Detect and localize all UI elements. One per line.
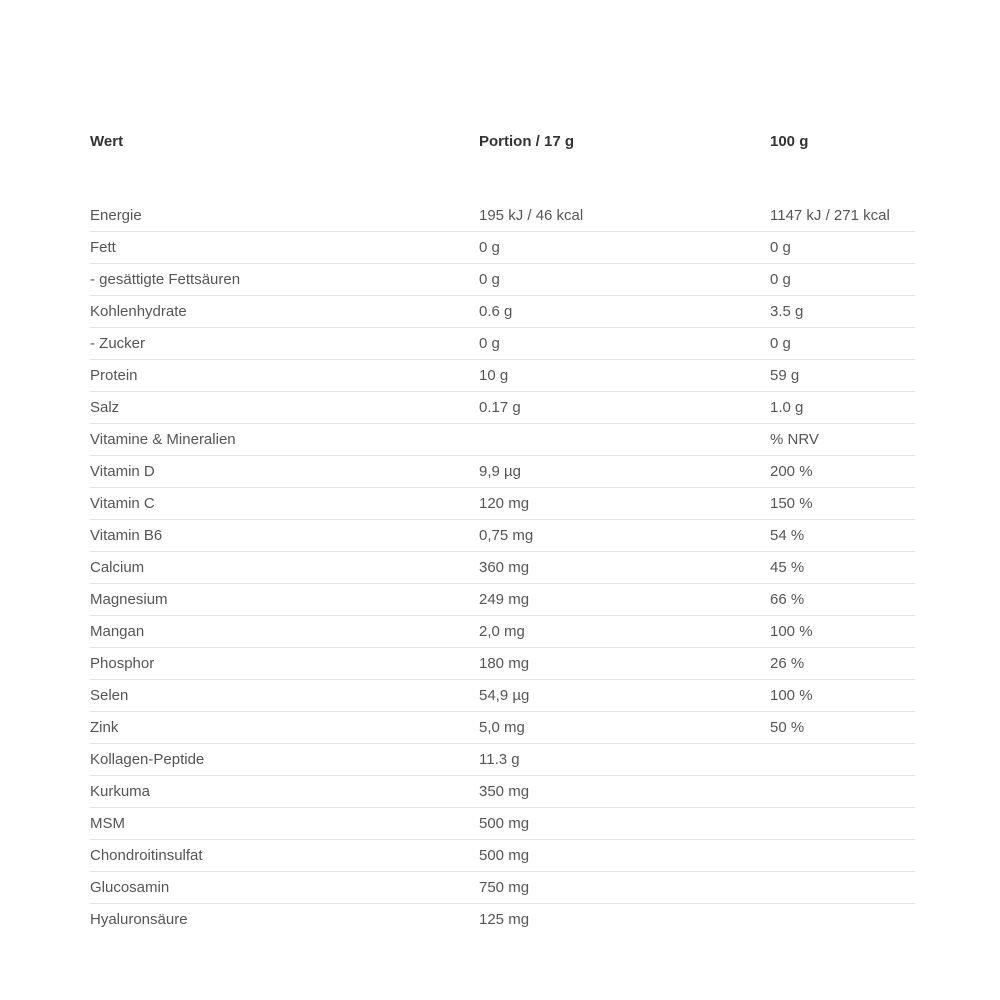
header-portion: Portion / 17 g	[479, 132, 575, 150]
nutrient-name: Magnesium	[90, 591, 168, 608]
nutrient-name: Protein	[90, 367, 138, 384]
table-row	[90, 456, 915, 488]
portion-value: 54,9 µg	[479, 687, 530, 704]
portion-value: 0.17 g	[479, 399, 521, 416]
portion-value: 0,75 mg	[479, 527, 534, 544]
table-row	[90, 584, 915, 616]
table-row	[90, 904, 915, 935]
table-row	[90, 488, 915, 520]
portion-value: 0 g	[479, 335, 500, 352]
per100-value: 59 g	[770, 367, 800, 384]
portion-value: 249 mg	[479, 591, 530, 608]
nutrient-name: Hyaluronsäure	[90, 911, 188, 928]
portion-value: 10 g	[479, 367, 509, 384]
portion-value: 500 mg	[479, 815, 530, 832]
table-row	[90, 872, 915, 904]
per100-value: 1147 kJ / 271 kcal	[770, 207, 890, 224]
per100-value: 100 %	[770, 623, 813, 640]
nutrient-name: Kurkuma	[90, 783, 151, 800]
table-row	[90, 296, 915, 328]
table-row	[90, 712, 915, 744]
per100-value: 54 %	[770, 527, 805, 544]
per100-value: 100 %	[770, 687, 813, 704]
nutrient-name: Phosphor	[90, 655, 155, 672]
per100-value: 50 %	[770, 719, 805, 736]
nutrient-name: Kollagen-Peptide	[90, 751, 205, 768]
table-header-row	[90, 125, 915, 157]
table-row	[90, 264, 915, 296]
portion-value: 195 kJ / 46 kcal	[479, 207, 584, 224]
table-row	[90, 840, 915, 872]
table-row	[90, 616, 915, 648]
portion-value: 500 mg	[479, 847, 530, 864]
per100-value: 0 g	[770, 239, 791, 256]
portion-value: 9,9 µg	[479, 463, 522, 480]
portion-value: 5,0 mg	[479, 719, 525, 736]
portion-value: 0 g	[479, 271, 500, 288]
nutrient-name: Vitamin D	[90, 463, 155, 480]
table-row	[90, 200, 915, 232]
header-100g: 100 g	[770, 132, 809, 150]
nutrient-name: Vitamin B6	[90, 527, 163, 544]
table-row	[90, 328, 915, 360]
per100-value: 3.5 g	[770, 303, 804, 320]
table-body	[90, 200, 915, 935]
portion-value: 120 mg	[479, 495, 530, 512]
nutrient-name: - Zucker	[90, 335, 146, 352]
portion-value: 2,0 mg	[479, 623, 525, 640]
nutrient-name: Kohlenhydrate	[90, 303, 187, 320]
nutrient-name: Fett	[90, 239, 116, 256]
per100-value: % NRV	[770, 431, 819, 448]
per100-value: 1.0 g	[770, 399, 804, 416]
table-row	[90, 680, 915, 712]
nutrient-name: MSM	[90, 815, 125, 832]
table-row	[90, 808, 915, 840]
table-row	[90, 232, 915, 264]
table-row	[90, 648, 915, 680]
nutrient-name: Chondroitinsulfat	[90, 847, 203, 864]
nutrient-name: Vitamine & Mineralien	[90, 431, 236, 448]
table-row	[90, 552, 915, 584]
nutrition-table	[90, 125, 915, 935]
nutrient-name: Salz	[90, 399, 120, 416]
header-wert: Wert	[90, 132, 124, 150]
per100-value: 45 %	[770, 559, 805, 576]
per100-value: 66 %	[770, 591, 805, 608]
portion-value: 0 g	[479, 239, 500, 256]
table-row	[90, 392, 915, 424]
nutrient-name: Mangan	[90, 623, 145, 640]
nutrient-name: Zink	[90, 719, 119, 736]
portion-value: 0.6 g	[479, 303, 513, 320]
per100-value: 26 %	[770, 655, 805, 672]
portion-value: 180 mg	[479, 655, 530, 672]
nutrient-name: Vitamin C	[90, 495, 155, 512]
portion-value: 350 mg	[479, 783, 530, 800]
nutrient-name: - gesättigte Fettsäuren	[90, 271, 241, 288]
portion-value: 360 mg	[479, 559, 530, 576]
portion-value: 125 mg	[479, 911, 530, 928]
portion-value: 11.3 g	[479, 751, 520, 768]
table-row	[90, 744, 915, 776]
per100-value: 0 g	[770, 271, 791, 288]
portion-value: 750 mg	[479, 879, 530, 896]
table-row	[90, 776, 915, 808]
per100-value: 200 %	[770, 463, 813, 480]
nutrient-name: Selen	[90, 687, 129, 704]
table-row	[90, 520, 915, 552]
nutrient-name: Glucosamin	[90, 879, 170, 896]
nutrient-name: Energie	[90, 207, 142, 224]
table-row	[90, 360, 915, 392]
per100-value: 150 %	[770, 495, 813, 512]
table-row	[90, 424, 915, 456]
nutrient-name: Calcium	[90, 559, 145, 576]
per100-value: 0 g	[770, 335, 791, 352]
